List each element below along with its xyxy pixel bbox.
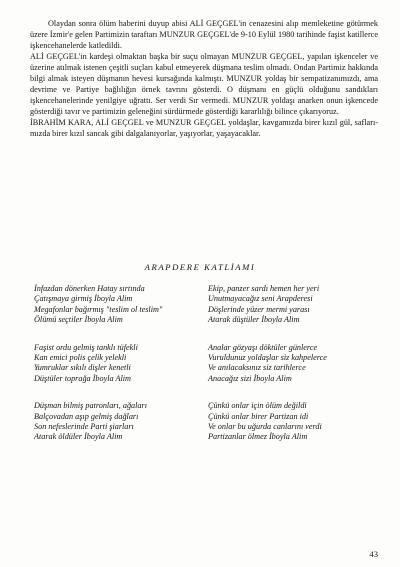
poem-stanza [34, 284, 204, 326]
poem-line: İnfazdan dönerken Hatay sırtında [34, 284, 145, 293]
poem-line: Ekip, panzer sardı hemen her yeri [208, 284, 320, 293]
poem-stanza [208, 401, 378, 443]
poem-line: Ve onlar bu uğurda canlarını verdi [208, 422, 322, 432]
poem-line: Balçovadan aşıp gelmiş dağları [34, 411, 139, 421]
poem-line: Analar gözyaşı döktüler günlerce [208, 342, 318, 352]
poem-left-column [34, 284, 204, 460]
poem-line: Atarak düştüler İboyla Alim [208, 315, 300, 325]
poem-title: ARAPDERE KATLİAMI [144, 262, 256, 272]
prose-section [30, 18, 378, 139]
poem-line: Çünkü onlar için ölüm değildi [208, 401, 307, 411]
poem-line: Düştüler toprağa İboyla Alim [34, 373, 131, 383]
poem-stanza [34, 343, 204, 385]
poem-line: Atarak öldüler İboyla Alim [34, 432, 123, 442]
paragraph-3: İBRAHİM KARA, ALİ GEÇGEL ve MUNZUR GEÇGEL yoldaşlar, kavgamızda birer kızıl gül, saflarımızda birer kızıl sancak gibi dalgalanıyorlar, yaşıyorlar, yaşayacaklar. [30, 118, 378, 138]
poem-stanza [208, 284, 378, 326]
poem-line: Ve anılacaksınız siz tarihlerce [208, 363, 306, 373]
poem-stanza [34, 401, 204, 443]
poem-line: Partizanlar ölmez İboyla Alim [208, 432, 308, 442]
poem-right-column [208, 284, 378, 460]
paragraph-2: ALİ GEÇGEL'in kardeşi olmaktan başka bir suçu olmayan MUNZUR GEÇGEL, yapılan işkenceler ve üzerine atılmak istenen çeşitli suçları kabul etmeyerek düşmana teslim olmadı. Ondan Partimiz hakkında bilgi almak isteyen düşmanın hevesi kursağında kalmıştı. MUNZUR yoldaş bir sempatizanımızdı, ama devrime ve Partiye bağlılığın örnek tavrını gösterdi. O düşmanı en güçlü olduğunu sandıkları işkencehanelerinde yenilgiye uğrattı. Ser verdi Sır vermedi. MUNZUR yoldaşı anarken onun işkencede gösterdiği tavır ve partimizin geleneğini sürdürmede gösterdiği kararlılığı bilince çıkarıyoruz. [30, 52, 378, 116]
poem-line: Kan emici polis çelik yelekli [34, 353, 127, 363]
poem-line: Son nefeslerinde Parti şiarları [34, 422, 134, 432]
poem-line: Faşist ordu gelmiş tanklı tüfekli [34, 342, 138, 352]
poem-line: Yumruklar sıkılı dişler kenetli [34, 363, 131, 373]
poem-line: Döşlerinde yüzer mermi yarası [208, 304, 310, 314]
page-number: 43 [369, 549, 378, 559]
poem-line: Ölümü seçtiler İboyla Alim [34, 315, 123, 325]
poem-line: Çünkü onlar birer Partizan idi [208, 411, 309, 421]
poem-line: Vuruldunuz yoldaşlar siz kahpelerce [208, 353, 327, 363]
poem-line: Düşman bilmiş patronları, ağaları [34, 401, 147, 411]
poem-stanza [208, 343, 378, 385]
poem-line: Anacağız sizi İboyla Alim [208, 373, 292, 383]
paragraph-1: Olaydan sonra ölüm haberini duyup abisi ALİ GEÇGEL'in cenazesini alıp memleketine götürmek üzere İzmir'e gelen Partimizin taraftarı MUNZUR GEÇGEL'de 9-10 Eylül 1980 tarihinde faşist katillerce işkencehanelerde katledildi. [30, 19, 378, 50]
poem-line: Çatışmaya girmiş İboyla Alim [34, 294, 133, 304]
poem-line: Megafonlar bağırmış "teslim ol teslim" [34, 304, 163, 314]
poem-line: Unutmayacağız seni Arapderesi [208, 294, 313, 304]
